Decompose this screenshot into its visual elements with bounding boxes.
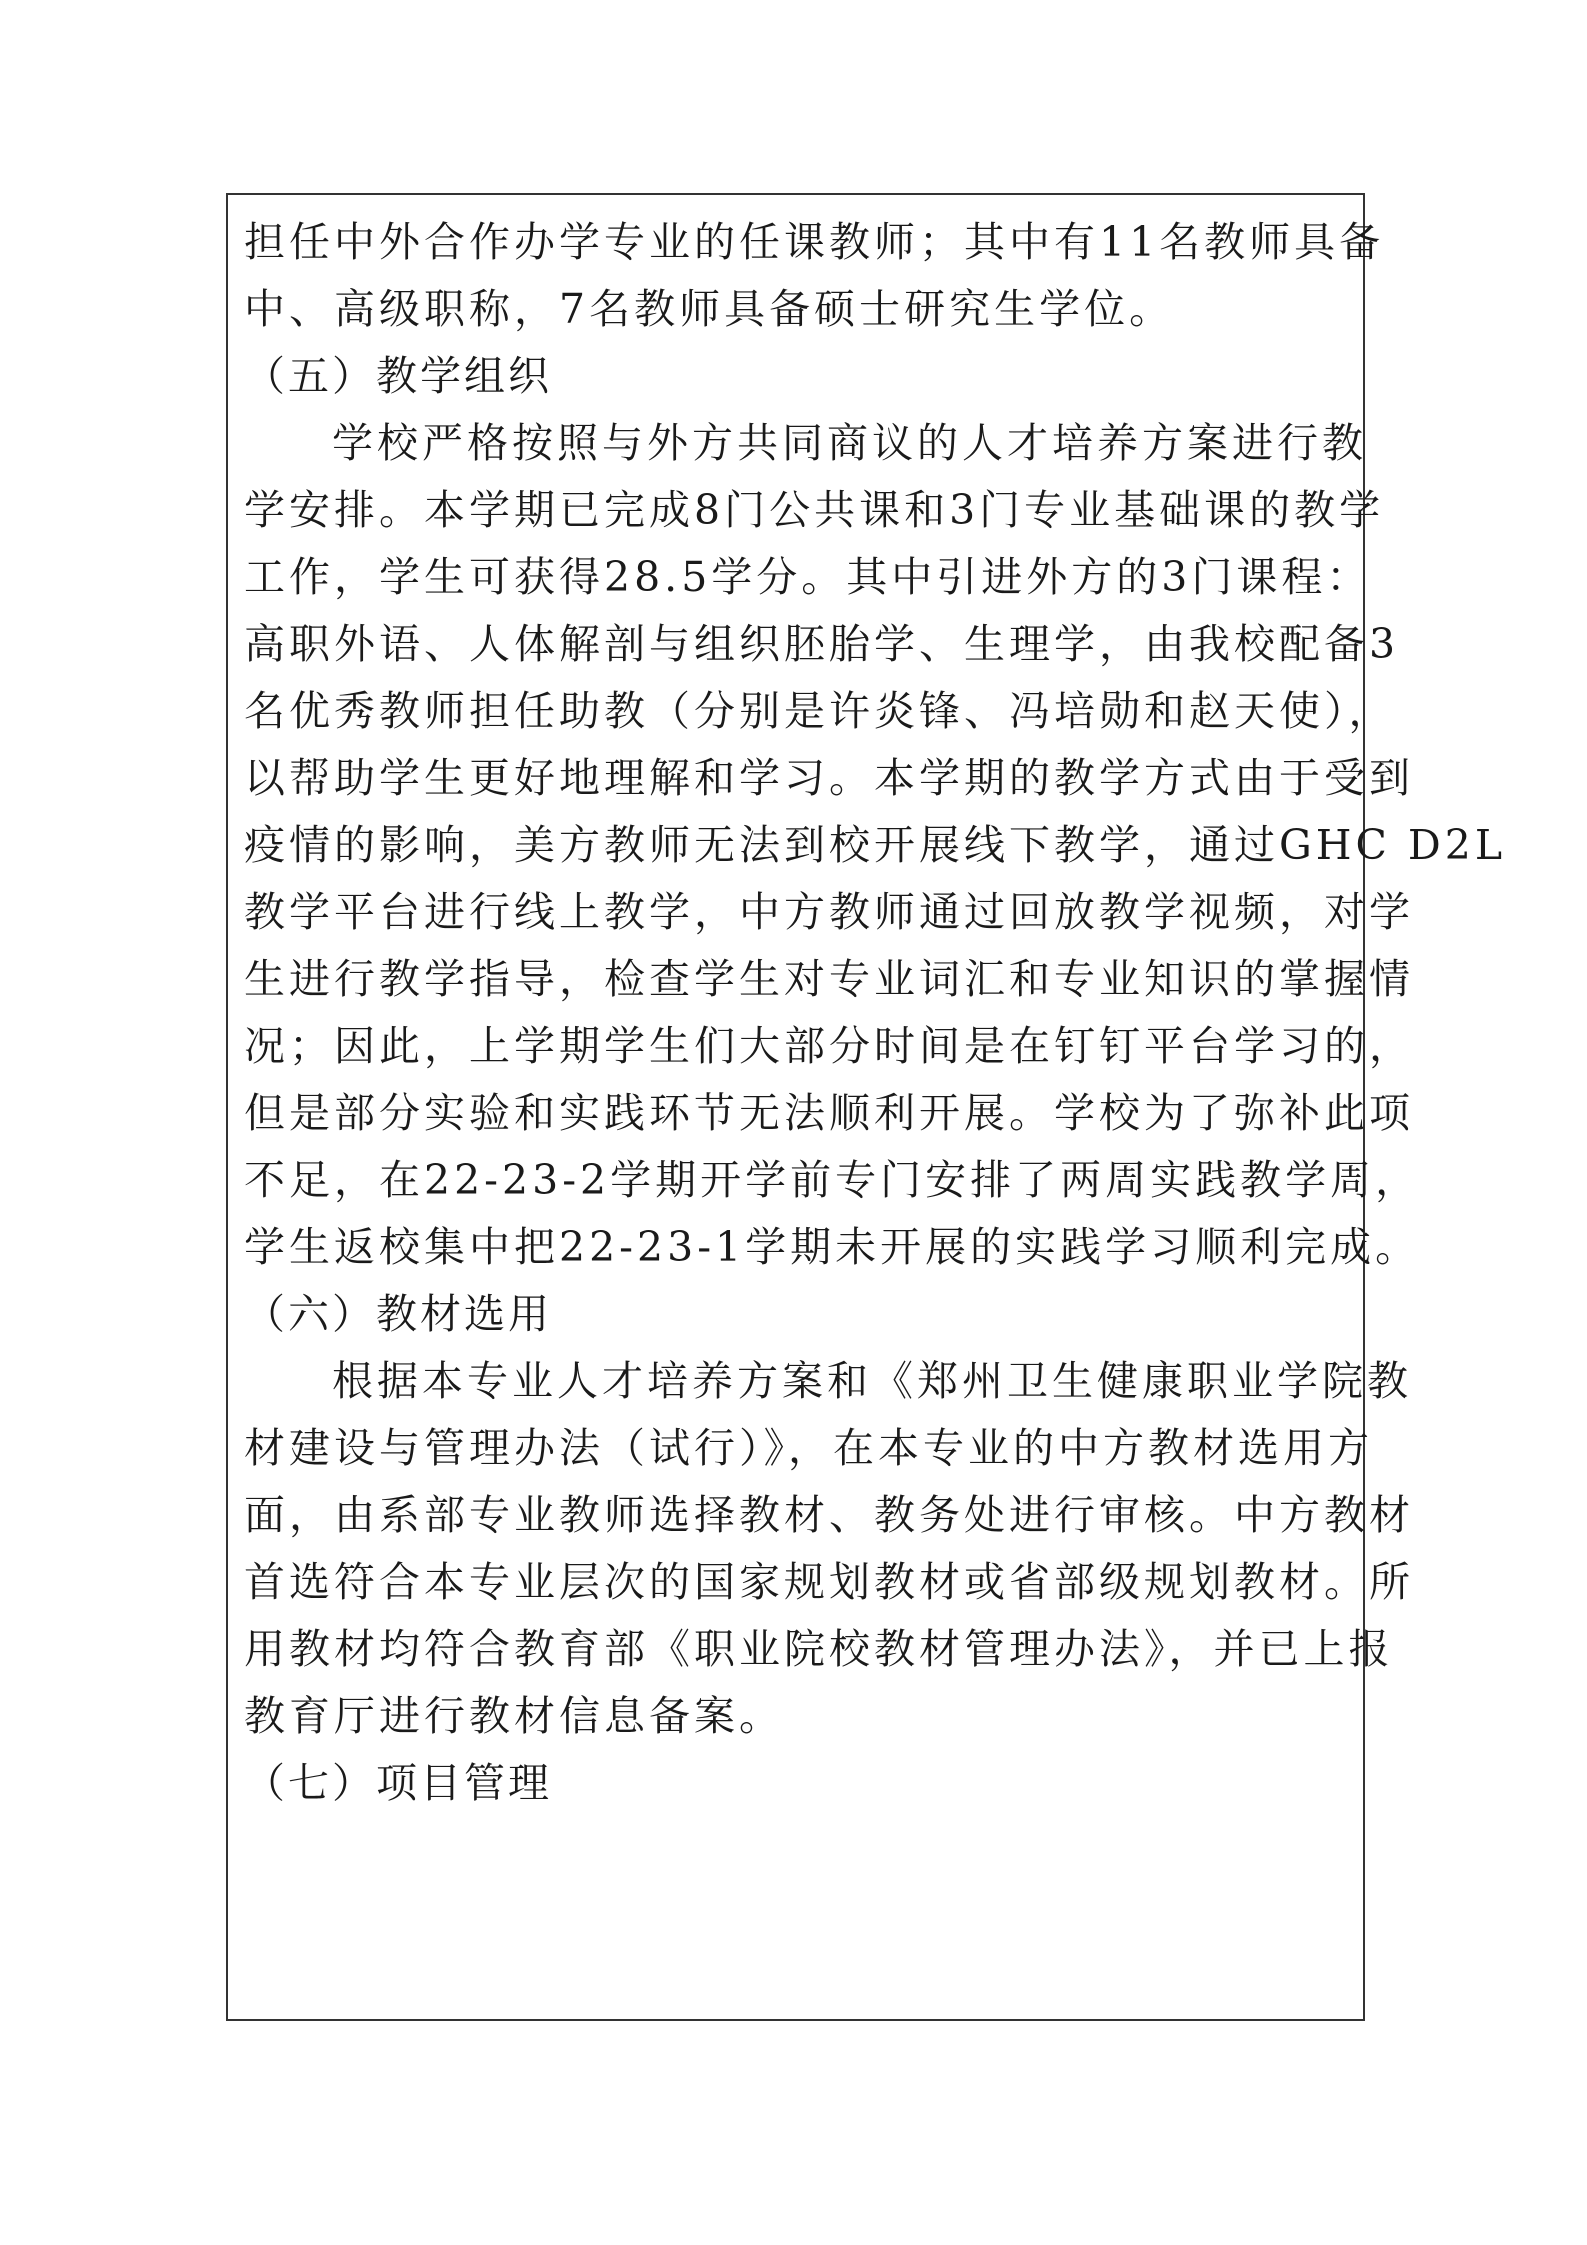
text-line: 高职外语、人体解剖与组织胚胎学、生理学，由我校配备3: [244, 620, 1400, 668]
text-line: 学安排。本学期已完成8门公共课和3门专业基础课的教学: [244, 486, 1385, 534]
text-line: 但是部分实验和实践环节无法顺利开展。学校为了弥补此项: [244, 1089, 1414, 1137]
text-line: 不足，在22-23-2学期开学前专门安排了两周实践教学周，: [244, 1156, 1421, 1204]
text-line: 用教材均符合教育部《职业院校教材管理办法》，并已上报: [244, 1625, 1394, 1673]
text-line: 材建设与管理办法（试行）》，在本专业的中方教材选用方: [244, 1424, 1373, 1472]
section-heading-7: （七）项目管理: [244, 1759, 552, 1807]
text-line: 学生返校集中把22-23-1学期未开展的实践学习顺利完成。: [244, 1223, 1421, 1271]
text-line: 面，由系部专业教师选择教材、教务处进行审核。中方教材: [244, 1491, 1414, 1539]
text-line: 教育厅进行教材信息备案。: [244, 1692, 784, 1740]
text-line: 生进行教学指导，检查学生对专业词汇和专业知识的掌握情: [244, 955, 1414, 1003]
section-heading-5: （五）教学组织: [244, 352, 552, 400]
paragraph-first-line: 学校严格按照与外方共同商议的人才培养方案进行教: [332, 419, 1367, 467]
text-line: 首选符合本专业层次的国家规划教材或省部级规划教材。所: [244, 1558, 1414, 1606]
text-line: 担任中外合作办学专业的任课教师；其中有11名教师具备: [244, 218, 1385, 266]
text-line: 中、高级职称，7名教师具备硕士研究生学位。: [244, 285, 1175, 333]
text-line: 疫情的影响，美方教师无法到校开展线下教学，通过GHC D2L: [244, 821, 1507, 869]
text-line: 教学平台进行线上教学，中方教师通过回放教学视频，对学: [244, 888, 1414, 936]
document-frame: [226, 193, 1507, 2021]
text-line: 名优秀教师担任助教（分别是许炎锋、冯培勋和赵天使），: [244, 687, 1394, 735]
text-line: 工作，学生可获得28.5学分。其中引进外方的3门课程：: [244, 553, 1372, 601]
paragraph-first-line: 根据本专业人才培养方案和《郑州卫生健康职业学院教: [332, 1357, 1412, 1405]
section-heading-6: （六）教材选用: [244, 1290, 552, 1338]
text-line: 以帮助学生更好地理解和学习。本学期的教学方式由于受到: [244, 754, 1414, 802]
text-line: 况；因此，上学期学生们大部分时间是在钉钉平台学习的，: [244, 1022, 1414, 1070]
document-body: [244, 209, 1507, 1817]
